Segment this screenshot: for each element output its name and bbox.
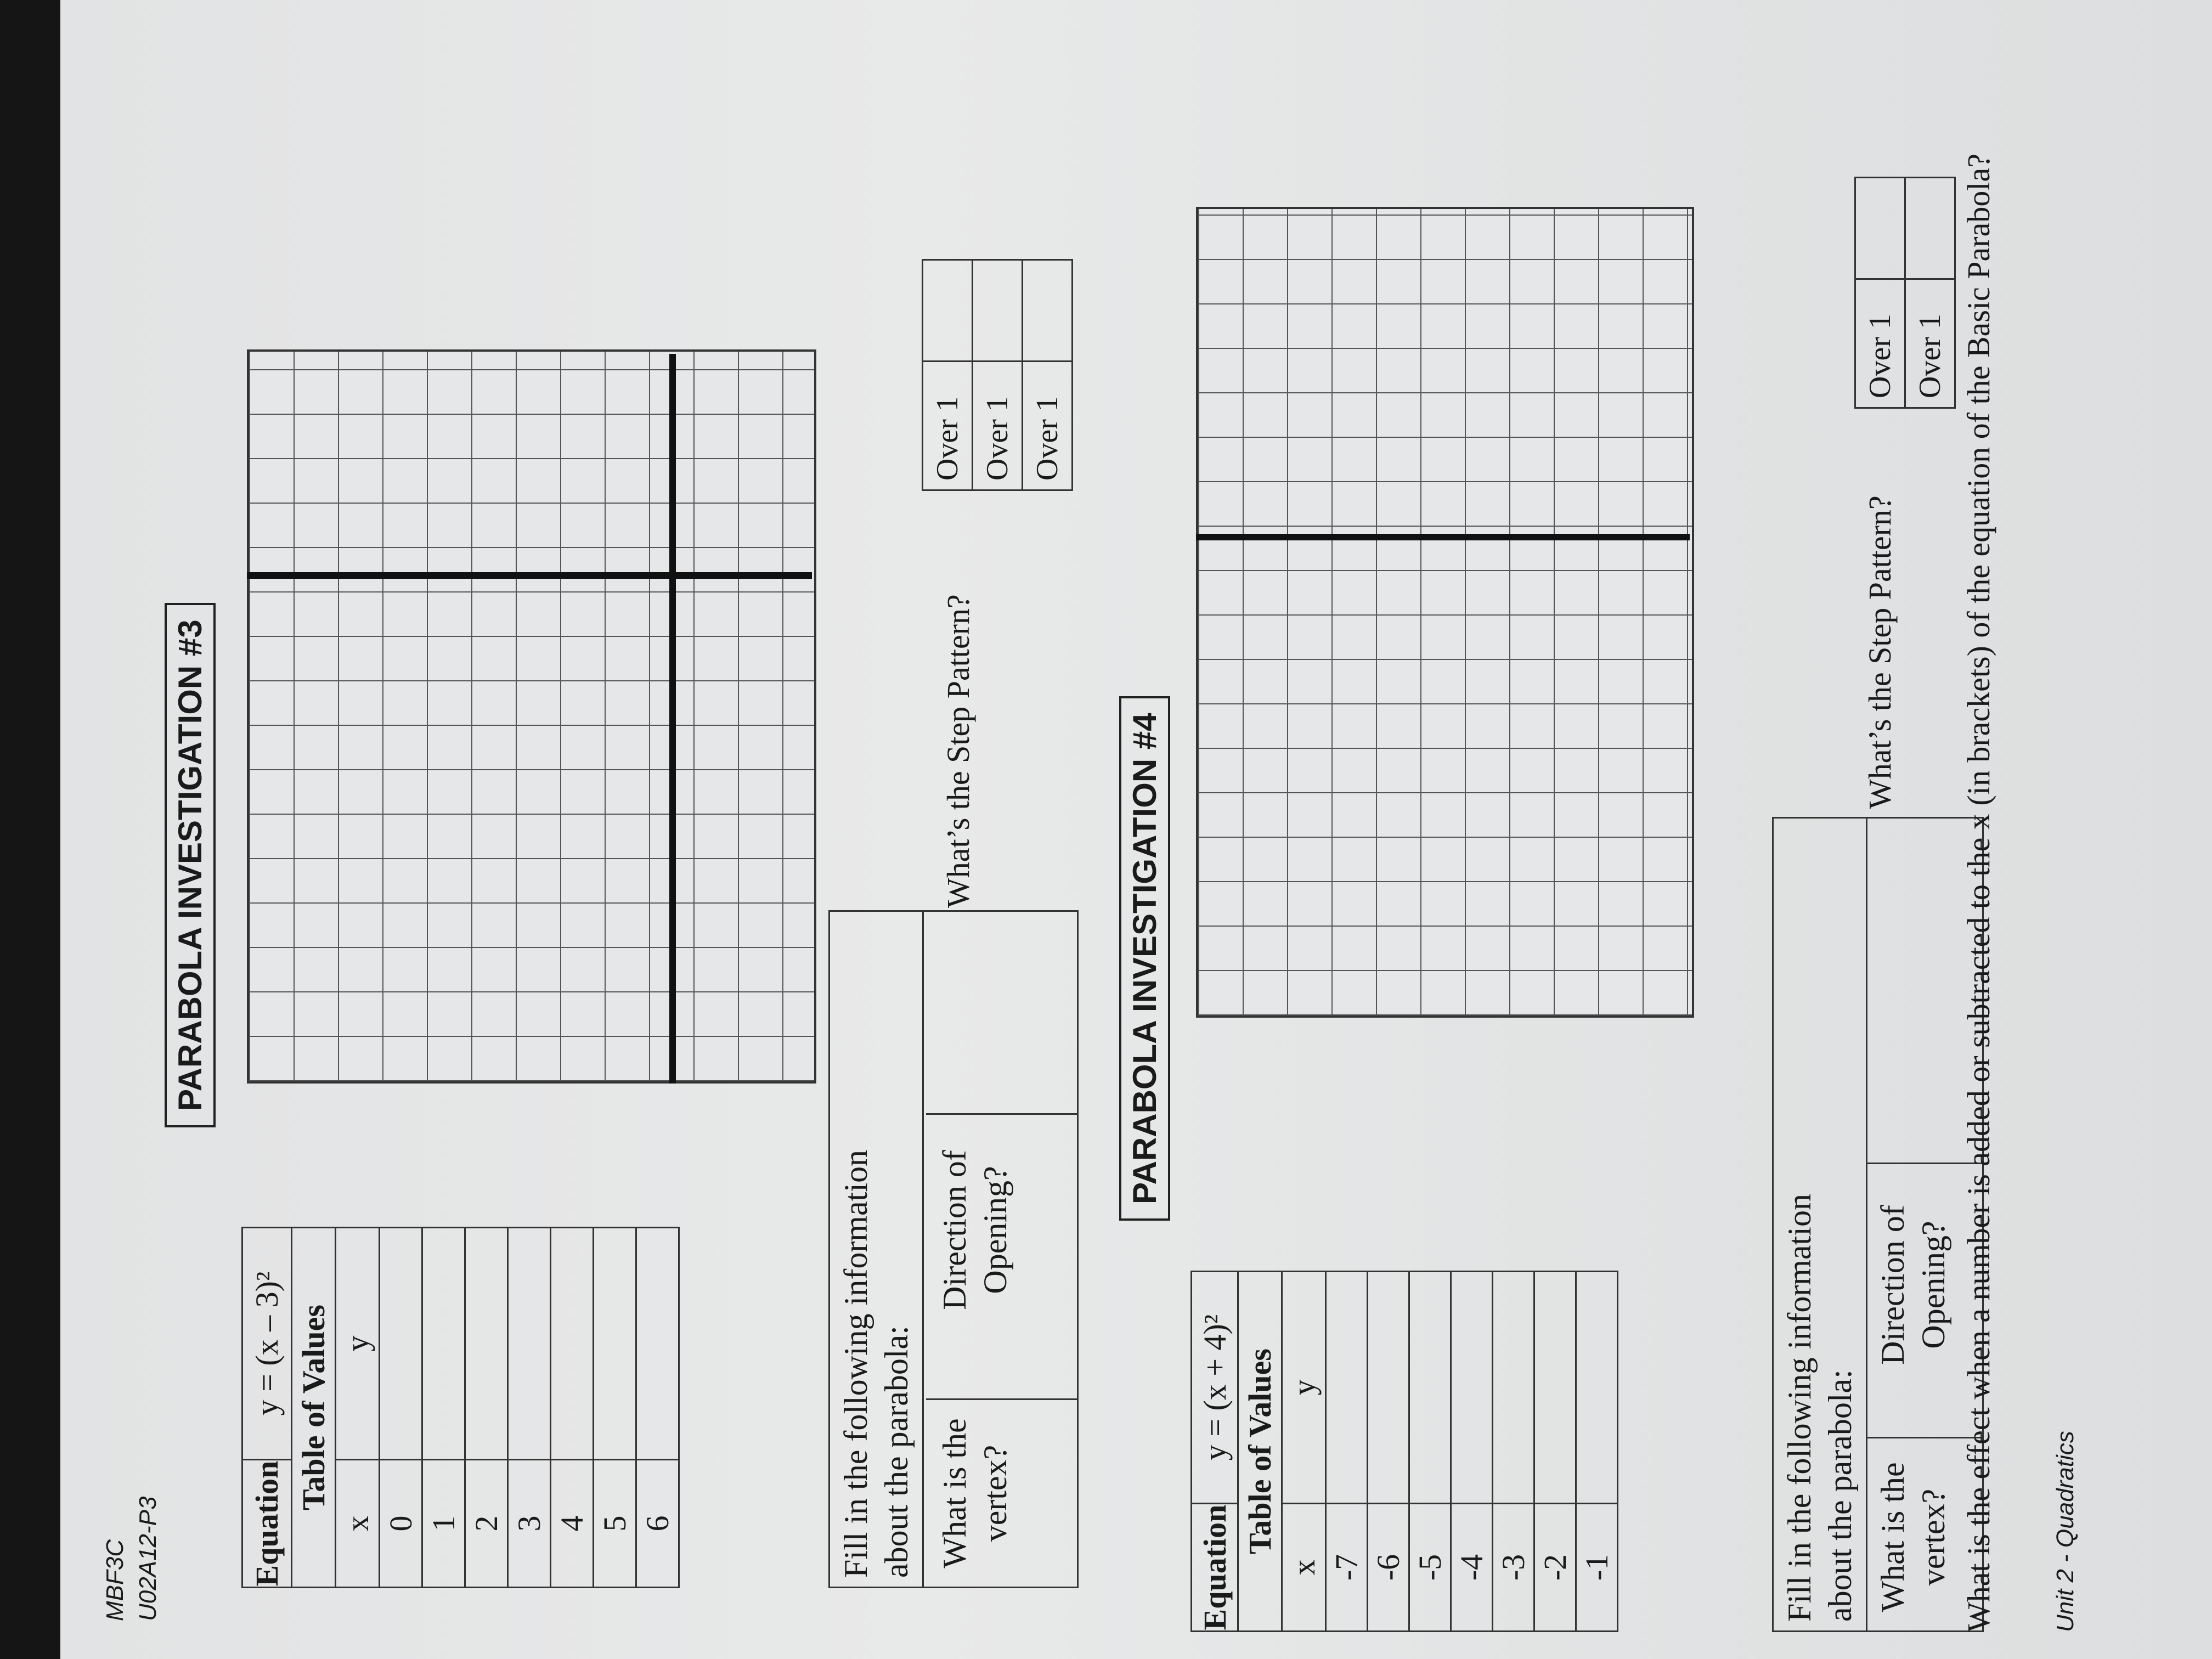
investigation-4-table: [1190, 1271, 1618, 1632]
step-answer[interactable]: [1905, 178, 1955, 279]
step-question: What’s the Step Pattern?: [940, 594, 976, 908]
investigation-4-fill-box: [1772, 817, 1984, 1632]
col-y-header: y: [336, 1228, 380, 1460]
unit-code: U02A12-P3: [134, 1496, 161, 1621]
y-answer-cell[interactable]: [594, 1228, 636, 1460]
step-question: What’s the Step Pattern?: [1862, 495, 1898, 809]
page-footer: Unit 2 - Quadratics: [2052, 1431, 2079, 1632]
investigation-4-grid[interactable]: [1196, 207, 1694, 1018]
y-axis: [247, 572, 812, 579]
x-value: 1: [422, 1460, 465, 1588]
step-row: Over 1: [1023, 362, 1073, 490]
col-y-header: y: [1282, 1272, 1326, 1504]
investigation-3-grid[interactable]: [247, 349, 816, 1084]
x-value: -6: [1368, 1504, 1409, 1632]
y-answer-cell[interactable]: [1451, 1272, 1493, 1504]
y-answer-cell[interactable]: [1368, 1272, 1409, 1504]
x-value: -4: [1451, 1504, 1493, 1632]
equation-text: y = (x + 4)²: [1192, 1272, 1238, 1504]
step-row: Over 1: [1855, 279, 1905, 408]
step-answer[interactable]: [1023, 260, 1073, 362]
table-title: Table of Values: [292, 1228, 336, 1588]
fill-heading-line2: about the parabola:: [1822, 1369, 1858, 1622]
investigation-3-table: [241, 1227, 680, 1588]
x-value: -1: [1576, 1504, 1618, 1632]
y-answer-cell[interactable]: [1493, 1272, 1534, 1504]
y-answer-cell[interactable]: [465, 1228, 508, 1460]
worksheet-page: [99, 19, 2189, 1632]
x-value: 0: [380, 1460, 422, 1588]
paper-sheet: [60, 0, 2212, 1659]
y-answer-cell[interactable]: [422, 1228, 465, 1460]
equation-text: y = (x – 3)²: [242, 1228, 292, 1460]
table-title: Table of Values: [1238, 1272, 1282, 1632]
step-answer[interactable]: [1855, 178, 1905, 279]
investigation-3-title: PARABOLA INVESTIGATION #3: [165, 603, 216, 1127]
y-answer-cell[interactable]: [1534, 1272, 1576, 1504]
direction-question: Direction of Opening?: [1875, 1205, 1951, 1365]
x-value: 2: [465, 1460, 508, 1588]
y-axis: [1196, 534, 1690, 540]
vertex-question: What is the vertex?: [1875, 1462, 1951, 1612]
y-answer-cell[interactable]: [508, 1228, 551, 1460]
col-x-header: x: [1282, 1504, 1326, 1632]
x-value: 4: [551, 1460, 594, 1588]
fill-heading-line1: Fill in the following information: [1781, 1194, 1818, 1622]
investigation-4-title: PARABOLA INVESTIGATION #4: [1119, 696, 1170, 1221]
y-answer-cell[interactable]: [1326, 1272, 1368, 1504]
step-answer[interactable]: [973, 260, 1023, 362]
x-value: -3: [1493, 1504, 1534, 1632]
x-value: 3: [508, 1460, 551, 1588]
y-answer-cell[interactable]: [551, 1228, 594, 1460]
y-answer-cell[interactable]: [380, 1228, 422, 1460]
step-answer[interactable]: [923, 260, 973, 362]
investigation-3-fill-box: [828, 910, 1079, 1588]
x-axis: [669, 354, 676, 1084]
x-value: -5: [1409, 1504, 1451, 1632]
effect-question: What is the effect when a number is added or subtracted to the x (in brackets) of the equation of the Basic Parabola?: [1961, 154, 1996, 1632]
fill-heading-line1: Fill in the following information: [838, 1150, 874, 1578]
investigation-3-step-table: [922, 259, 1073, 491]
x-value: -2: [1534, 1504, 1576, 1632]
step-row: Over 1: [1905, 279, 1955, 408]
y-answer-cell[interactable]: [1576, 1272, 1618, 1504]
vertex-question: What is the vertex?: [936, 1418, 1013, 1568]
fill-heading-line2: about the parabola:: [878, 1325, 915, 1578]
step-row: Over 1: [923, 362, 973, 490]
y-answer-cell[interactable]: [1409, 1272, 1451, 1504]
equation-label: Equation: [242, 1460, 292, 1588]
course-code: MBF3C: [101, 1539, 128, 1621]
x-value: 5: [594, 1460, 636, 1588]
step-row: Over 1: [973, 362, 1023, 490]
direction-question: Direction of Opening?: [936, 1150, 1013, 1310]
y-answer-cell[interactable]: [636, 1228, 679, 1460]
investigation-4-step-table: [1854, 177, 1956, 409]
equation-label: Equation: [1192, 1504, 1238, 1632]
col-x-header: x: [336, 1460, 380, 1588]
x-value: 6: [636, 1460, 679, 1588]
page-header: [99, 1497, 165, 1621]
x-value: -7: [1326, 1504, 1368, 1632]
